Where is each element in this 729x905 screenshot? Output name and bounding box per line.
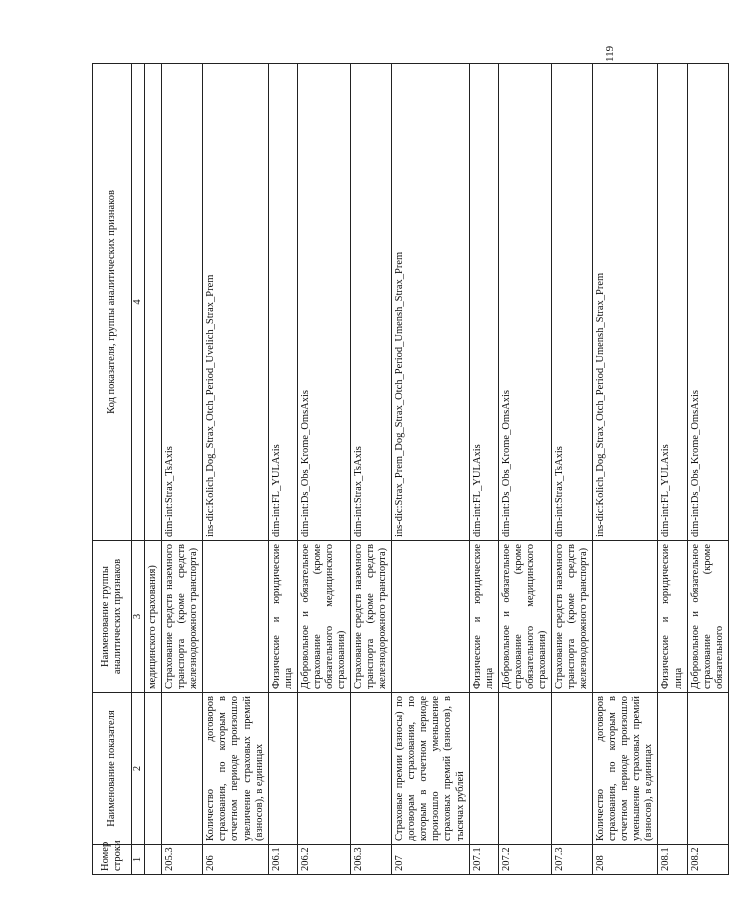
group-name-cell: Добровольное и обязательное страхование (кроме обязательного — [687, 541, 728, 693]
code-cell: ins-dic:Strax_Prem_Dog_Strax_Otch_Period_Umensh_Strax_Prem — [392, 64, 469, 541]
table-row — [297, 64, 350, 875]
group-name-cell — [203, 541, 268, 693]
row-number-cell: 207.2 — [498, 845, 551, 875]
indicator-table — [92, 63, 729, 875]
row-number-cell: 206.2 — [297, 845, 350, 875]
document-sheet — [92, 63, 725, 875]
code-cell: dim-int:FL_YULAxis — [658, 64, 687, 541]
row-number-cell: 205.3 — [162, 845, 203, 875]
row-number-cell: 206 — [203, 845, 268, 875]
group-name-cell — [593, 541, 658, 693]
indicator-name-cell — [551, 693, 592, 845]
group-name-cell: Физические и юридические лица — [469, 541, 498, 693]
row-number-cell: 208.2 — [687, 845, 728, 875]
code-cell: dim-int:Strax_TsAxis — [162, 64, 203, 541]
table-row — [469, 64, 498, 875]
row-number-cell: 208.1 — [658, 845, 687, 875]
table-row — [551, 64, 592, 875]
indicator-name-cell: Страховые премии (взносы) по договорам страхования, по которым в отчетном периоде произошло уменьшение страховых премий (взносов), в тысячах рублей — [392, 693, 469, 845]
table-row — [145, 64, 162, 875]
code-cell: dim-int:FL_YULAxis — [469, 64, 498, 541]
code-cell: dim-int:Ds_Obs_Krome_OmsAxis — [687, 64, 728, 541]
code-cell: dim-int:Strax_TsAxis — [351, 64, 392, 541]
group-name-cell: Страхование средств наземного транспорта (кроме средств железнодорожного транспорта) — [551, 541, 592, 693]
code-cell: ins-dic:Kolich_Dog_Strax_Otch_Period_Umensh_Strax_Prem — [593, 64, 658, 541]
indicator-name-cell — [297, 693, 350, 845]
code-cell: dim-int:FL_YULAxis — [268, 64, 297, 541]
table-row — [162, 64, 203, 875]
code-cell: dim-int:Ds_Obs_Krome_OmsAxis — [297, 64, 350, 541]
code-cell: ins-dic:Kolich_Dog_Strax_Otch_Period_Uvelich_Strax_Prem — [203, 64, 268, 541]
indicator-name-cell — [498, 693, 551, 845]
row-number-cell: 206.1 — [268, 845, 297, 875]
row-number-cell: 207 — [392, 845, 469, 875]
table-row — [268, 64, 297, 875]
group-name-cell: Физические и юридические лица — [268, 541, 297, 693]
indicator-name-cell: Количество договоров страхования, по которым в отчетном периоде произошло уменьшение страховых премий (взносов), в единицах — [593, 693, 658, 845]
indicator-name-cell — [351, 693, 392, 845]
group-name-cell — [392, 541, 469, 693]
code-cell — [145, 64, 162, 541]
indicator-name-cell: Количество договоров страхования, по которым в отчетном периоде произошло увеличение страховых премий (взносов), в единицах — [203, 693, 268, 845]
table-row — [498, 64, 551, 875]
header-code: Код показателя, группы аналитических признаков — [93, 64, 132, 541]
table-body — [145, 64, 729, 875]
table-row — [658, 64, 687, 875]
group-name-cell: Физические и юридические лица — [658, 541, 687, 693]
group-name-cell: Страхование средств наземного транспорта (кроме средств железнодорожного транспорта) — [162, 541, 203, 693]
indicator-name-cell — [687, 693, 728, 845]
row-number-cell: 207.1 — [469, 845, 498, 875]
group-name-cell: медицинского страхования) — [145, 541, 162, 693]
row-number-cell: 208 — [593, 845, 658, 875]
column-number: 3 — [132, 541, 145, 693]
table-row — [351, 64, 392, 875]
group-name-cell: Добровольное и обязательное страхование (кроме обязательного медицинского страхования) — [297, 541, 350, 693]
table-header-row — [93, 64, 132, 875]
indicator-name-cell — [469, 693, 498, 845]
page-number: 119 — [604, 45, 616, 62]
row-number-cell — [145, 845, 162, 875]
code-cell: dim-int:Ds_Obs_Krome_OmsAxis — [498, 64, 551, 541]
column-number: 2 — [132, 693, 145, 845]
indicator-name-cell — [268, 693, 297, 845]
code-cell: dim-int:Strax_TsAxis — [551, 64, 592, 541]
row-number-cell: 206.3 — [351, 845, 392, 875]
column-number: 4 — [132, 64, 145, 541]
indicator-name-cell — [658, 693, 687, 845]
table-row — [392, 64, 469, 875]
header-row-number: Номер строки — [93, 845, 132, 875]
table-row — [593, 64, 658, 875]
indicator-name-cell — [162, 693, 203, 845]
header-indicator-name: Наименование показателя — [93, 693, 132, 845]
table-row — [687, 64, 728, 875]
column-number: 1 — [132, 845, 145, 875]
group-name-cell: Добровольное и обязательное страхование (кроме обязательного медицинского страхования) — [498, 541, 551, 693]
table-row — [203, 64, 268, 875]
group-name-cell: Страхование средств наземного транспорта (кроме средств железнодорожного транспорта) — [351, 541, 392, 693]
indicator-name-cell — [145, 693, 162, 845]
column-number-row — [132, 64, 145, 875]
header-group-name: Наименование группы аналитических признаков — [93, 541, 132, 693]
row-number-cell: 207.3 — [551, 845, 592, 875]
